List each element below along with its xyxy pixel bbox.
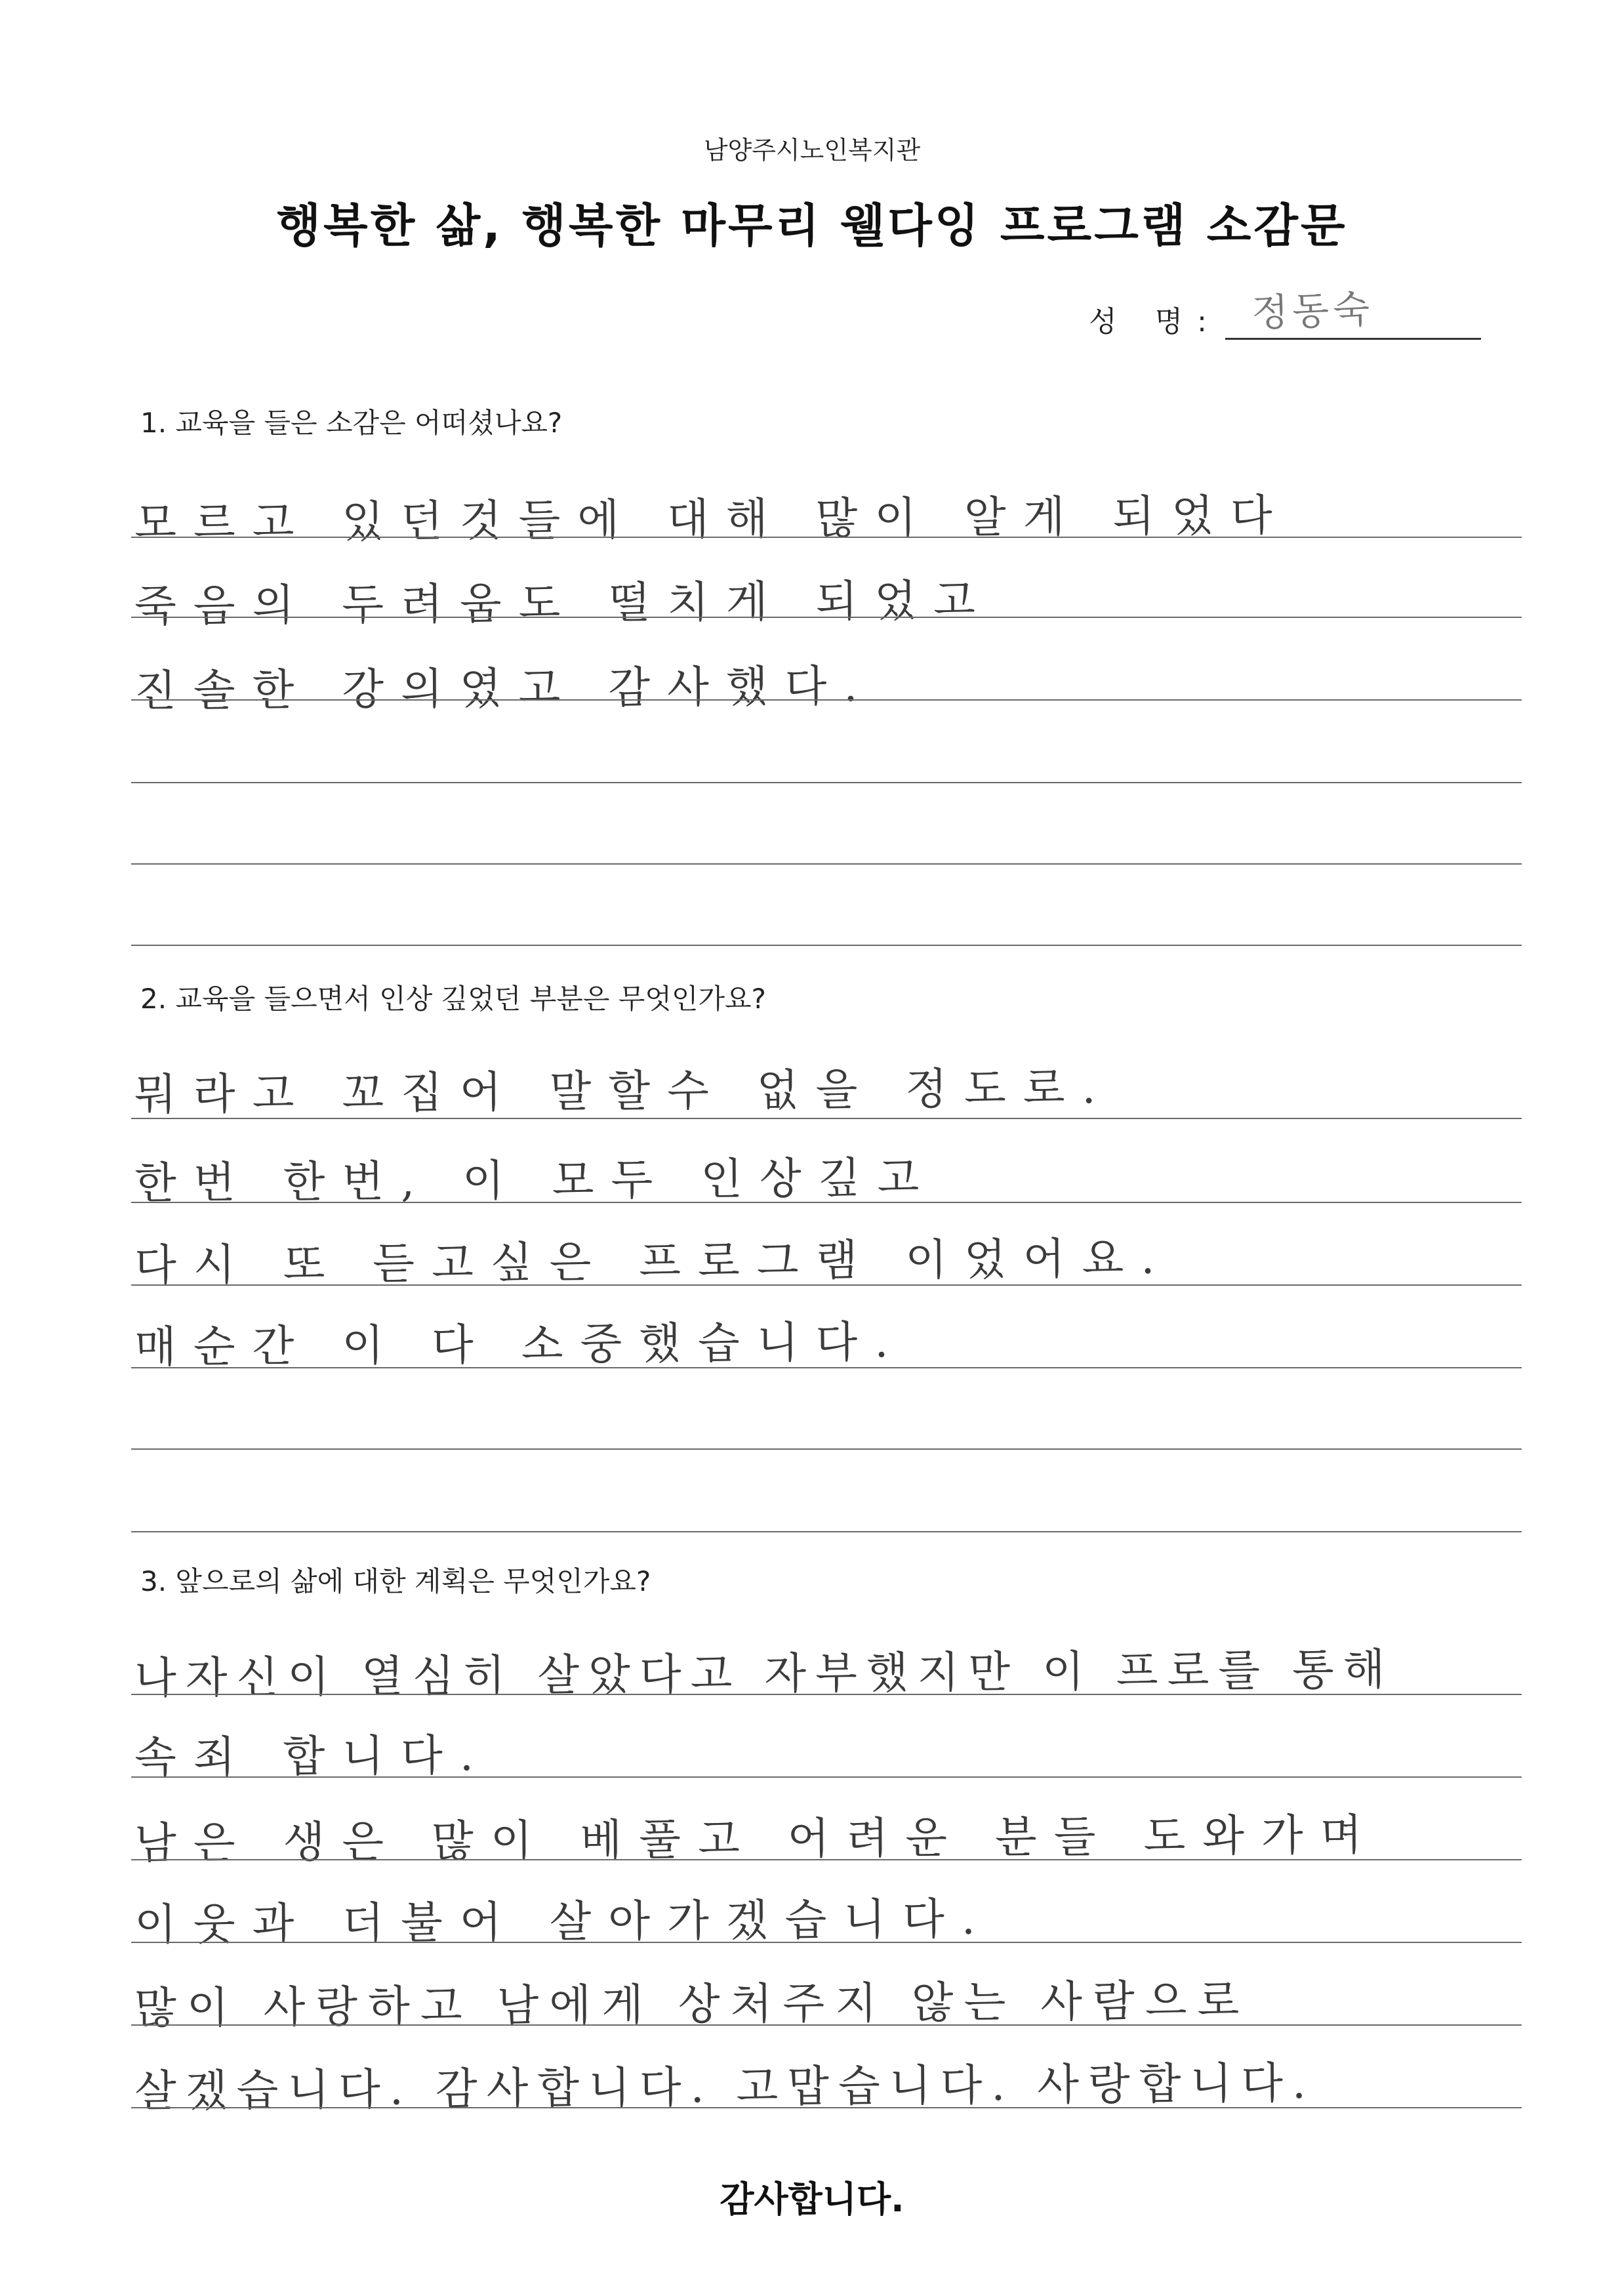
answer-2-line-1: 뭐라고 꼬집어 말할수 없을 정도로.: [134, 1062, 1113, 1120]
answer-2-rule-5: [131, 1448, 1522, 1450]
answer-3-line-4: 이웃과 더불어 살아가겠습니다.: [134, 1893, 993, 1950]
name-value: 정동숙: [1251, 286, 1375, 336]
answer-1-line-2: 죽음의 두려움도 떨치게 되었고: [134, 575, 993, 632]
organization-name: 남양주시노인복지관: [703, 136, 921, 165]
answer-2-rule-4: [131, 1367, 1522, 1368]
answer-3-line-2: 속죄 합니다.: [134, 1730, 491, 1783]
answer-3-line-6: 살겠습니다. 감사합니다. 고맙습니다. 사랑합니다.: [134, 2057, 1316, 2117]
answer-3-rule-3: [131, 1859, 1522, 1860]
answer-1-rule-3: [131, 699, 1522, 701]
answer-3-line-1: 나자신이 열심히 살았다고 자부했지만 이 프로를 통해: [134, 1644, 1394, 1704]
answer-1-line-1: 모르고 있던것들에 대해 많이 알게 되었다: [134, 489, 1290, 549]
question-3: 3. 앞으로의 삶에 대한 계획은 무엇인가요?: [140, 1565, 651, 1597]
answer-3-rule-2: [131, 1776, 1522, 1778]
answer-2-line-3: 다시 또 듣고싶은 프로그램 이었어요.: [134, 1233, 1172, 1291]
name-label: 성 명:: [1089, 305, 1221, 338]
answer-2-line-4: 매순간 이 다 소중했습니다.: [134, 1316, 906, 1373]
answer-3-rule-5: [131, 2024, 1522, 2026]
question-1: 1. 교육을 들은 소감은 어떠셨나요?: [140, 407, 563, 439]
answer-2-rule-3: [131, 1284, 1522, 1286]
answer-3-line-3: 남은 생은 많이 베풀고 어려운 분들 도와가며: [134, 1809, 1379, 1869]
answer-1-rule-4: [131, 782, 1522, 783]
answer-1-rule-6: [131, 945, 1522, 946]
answer-2-rule-1: [131, 1118, 1522, 1119]
form-title: 행복한 삶, 행복한 마무리 웰다잉 프로그램 소감문: [276, 199, 1348, 253]
name-field[interactable]: [1225, 286, 1481, 340]
answer-1-line-3: 진솔한 강의였고 감사했다.: [134, 661, 875, 716]
answer-3-rule-1: [131, 1694, 1522, 1695]
answer-1-rule-2: [131, 617, 1522, 618]
closing-text: 감사합니다.: [720, 2179, 904, 2220]
answer-2-rule-6: [131, 1531, 1522, 1532]
answer-1-rule-5: [131, 863, 1522, 865]
answer-3-rule-4: [131, 1942, 1522, 1943]
answer-3-line-5: 많이 사랑하고 남에게 상처주지 않는 사람으로: [134, 1975, 1250, 2034]
question-2: 2. 교육을 들으면서 인상 깊었던 부분은 무엇인가요?: [140, 983, 766, 1015]
answer-3-rule-6: [131, 2107, 1522, 2108]
answer-2-line-2: 한번 한번, 이 모두 인상깊고: [134, 1152, 937, 1209]
name-row: [1089, 286, 1481, 340]
answer-2-rule-2: [131, 1202, 1522, 1203]
answer-1-rule-1: [131, 537, 1522, 538]
